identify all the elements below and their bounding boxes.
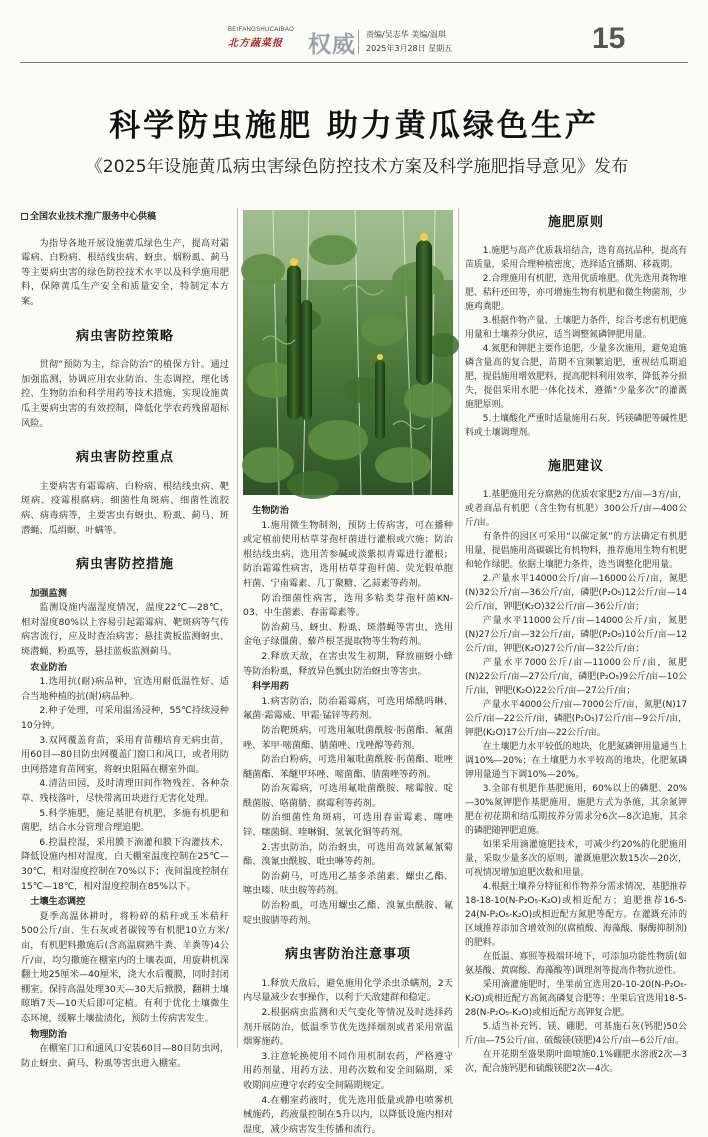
column-right [465,196,687,1076]
suggestion-item-3: 2.产量水平14000公斤/亩—16000公斤/亩，氮肥(N)32公斤/亩—36公斤/亩，磷肥(P₂O₅)12公斤/亩—14公斤/亩，钾肥(K₂O)32公斤/亩—36公斤/亩； [465,574,687,612]
newspaper-logo: 北方蔬菜报 [228,38,283,49]
bio-item-1: 1.施用微生物制剂，预防土传病害，可在播种或定植前使用枯草芽孢杆菌进行灌根或穴施；防治根结线虫病，选用苦参碱或淡紫拟青霉进行灌根；防治霜霉性病害，选用枯草芽孢杆菌、荧光假单胞杆菌、宁南霉素、几丁聚糖、乙蒜素等药剂。 [243,519,453,589]
intro-paragraph: 为指导各地开展设施黄瓜绿色生产，提高对霜霉病、白粉病、根结线虫病、蚜虫、烟粉虱、蓟马等主要病虫害的绿色防控技术水平以及科学施用肥料，保障黄瓜生产安全和质量安全，特制定本方案。 [21,237,229,307]
suggestion-item-8: 3.全部有机肥作基肥施用，60%以上的磷肥、20%—30%氮钾肥作基肥施用，施肥方式为条施，其余氮钾肥在初花期和结瓜期按养分需求分6次—8次追施，其余的磷肥随钾肥追施。 [465,784,687,836]
soil-paragraph: 夏季高温休耕时，将粉碎的秸秆或玉米秸秆500公斤/亩、生石灰或者碳铵等有机肥10立方米/亩，有机肥料撒施后(含高温腐熟牛粪、羊粪等)4公斤/亩，均匀撒施在棚室内的土壤表面，用旋耕机深翻土地25厘米—40厘米，浇大水后覆膜，同时封闭棚室。保持高温处理30天—30天后掀膜，翻耕土壤晾晒7天—10天后即可定植。有利于优化土壤微生态环境，缓解土壤盐渍化，预防土传病害发生。 [21,910,229,1024]
chem-item-7: 防治蓟马，可选用乙基多杀菌素、螺虫乙酯、噻虫嗪、呋虫胺等药剂。 [243,870,453,897]
principle-item-4: 4.氮肥和钾肥主要作追肥，少量多次施用，避免追施磷含量高的复合肥，苗期不宜频繁追肥，重视结瓜期追肥，提倡施用增效肥料，提高肥料利用效率，降低养分损失，提倡采用水肥一体化技术，遵循“少量多次”的灌溉施肥原则。 [465,344,687,410]
suggestion-item-4: 产量水平11000公斤/亩—14000公斤/亩，氮肥(N)27公斤/亩—32公斤/亩，磷肥(P₂O₅)10公斤/亩—12公斤/亩，钾肥(K₂O)27公斤/亩—32公斤/亩； [465,616,687,654]
column-middle [243,503,453,1137]
cucumber-vine-photo [243,210,453,495]
section-title-principles: 施肥原则 [547,215,604,230]
chem-item-1: 1.病害防治，防治霜霉病，可选用烯酰吗啉、氟菌·霜霉威、甲霜·锰锌等药剂。 [243,695,453,722]
suggestion-item-1: 1.基肥施用充分腐熟的优质农家肥2方/亩—3方/亩，或者商品有机肥（含生物有机肥）300公斤/亩—400公斤/亩。 [465,490,687,528]
chem-item-2: 防治靶斑病，可选用氟吡菌酰胺·肟菌酯、氟菌唑、苯甲·嘧菌酯、腈菌唑、戊唑醇等药剂。 [243,724,453,751]
subheading-pesticide: 科学用药 [252,681,289,693]
section-title-notes: 病虫害防治注意事项 [284,947,411,963]
subheading-physical: 物理防治 [30,1028,67,1040]
note-item-3: 3.注意轮换使用不同作用机制农药，严格遵守用药剂量、用药方法、用药次数和安全间隔期，采收期间应遵守农药安全间隔期规定。 [243,1050,453,1091]
column-left [21,210,229,1071]
chem-item-5: 防治细菌性角斑病，可选用春雷霉素、噻唑锌、噻菌铜、喹啉铜、氢氧化铜等药剂。 [243,812,453,839]
subheadline: 《2025年设施黄瓜病虫害绿色防控技术方案及科学施肥指导意见》发布 [85,157,629,177]
agri-item-1: 1.选用抗(耐)病品种，宜选用耐低温性好、适合当地种植的抗(耐)病品种。 [21,676,229,702]
suggestion-item-6: 产量水平4000公斤/亩—7000公斤/亩，氮肥(N)17公斤/亩—22公斤/亩，磷肥(P₂O₅)7公斤/亩—9公斤/亩，钾肥(K₂O)17公斤/亩—22公斤/亩。 [465,700,687,738]
section-name: 权威 [308,32,356,58]
principle-item-3: 3.根据作物产量、土壤肥力条件，综合考虑有机肥施用量和土壤养分供应，适当调整氮磷钾肥用量。 [465,316,687,340]
note-item-1: 1.释放天敌后，避免施用化学杀虫杀螨剂，2天内尽量减少农事操作，以利于天敌建群和稳定。 [243,977,453,1004]
subheading-monitoring: 加强监测 [30,587,67,599]
agri-item-4: 4.清洁田园，及时清理田间作物残茬、各种杂草、残枝落叶，尽快带离田块进行无害化处理。 [21,778,229,804]
source-text: 全国农业技术推广服务中心供稿 [30,212,157,222]
subheading-agricultural: 农业防治 [30,661,67,673]
suggestion-item-5: 产量水平7000公斤/亩—11000公斤/亩，氮肥(N)22公斤/亩—27公斤/亩，磷肥(P₂O₅)9公斤/亩—10公斤/亩，钾肥(K₂O)22公斤/亩—27公斤/亩； [465,658,687,696]
source-credit [21,210,229,225]
agri-item-2: 2.种子处理，可采用温汤浸种，55℃持续浸种10分钟。 [21,705,229,732]
bio-item-2: 防治细菌性病害，选用多粘类芽孢杆菌KN-03、中生菌素、春雷霉素等。 [243,592,453,619]
strategy-paragraph: 贯彻“预防为主，综合防治”的植保方针。通过加强监测，协调应用农业防治、生态调控、理化诱控、生物防治和科学用药等技术措施，实现设施黄瓜主要病虫害的有效控制，降低化学农药残留超标风险。 [21,359,229,429]
masthead-rule [20,62,688,63]
column-divider-left [237,208,238,1048]
section-title-focus: 病虫害防控重点 [75,450,174,466]
bio-item-3: 防治蓟马、蚜虫、粉虱、斑潜蝇等害虫，选用金龟子绿僵菌、藜芦根茎提取物等生物药剂。 [243,621,453,648]
agri-item-3: 3.双网覆盖育苗，采用育苗棚培育无病虫苗，用60目—80目防虫网覆盖门窗口和风口，或者用防虫网搭建育苗网室，将蚜虫阻隔在棚室外面。 [21,734,229,775]
suggestion-item-9: 如果采用滴灌施肥技术，可减少约20%的化肥施用量，采取少量多次的原则，灌溉施肥次数15次—20次，可视情况增加追肥次数和用量。 [465,840,687,878]
photo-illustration [243,210,453,495]
suggestion-item-13: 5.适当补充钙、镁、硼肥，可基施石灰(钙肥)50公斤/亩—75公斤/亩、硫酸镁(镁肥)4公斤/亩—6公斤/亩。 [465,1022,687,1046]
section-title-suggestions: 施肥建议 [547,459,604,474]
suggestion-item-7: 在土壤肥力水平较低的地块，化肥氮磷钾用量通当上调10%—20%；在土壤肥力水平较高的地块，化肥氮磷钾用量通当下调10%—20%。 [465,742,687,780]
page-number: 15 [592,22,626,55]
monitoring-paragraph: 监测设施内温湿度情况，温度22℃—28℃，相对湿度80%以上容易引起霜霉病、靶斑病等气传病害流行，应及时查治病害；悬挂黄板监测蚜虫、斑潜蝇、粉虱等，悬挂蓝板监测蓟马。 [21,602,229,658]
section-title-measures: 病虫害防控措施 [75,557,174,573]
masthead-divider [358,30,359,54]
editors-credit: 责编/吴志华 美编/温琪 [366,30,446,39]
source-box-icon [21,213,28,220]
subheading-biological: 生物防治 [252,505,289,516]
note-item-2: 2.根据病虫监测和天气变化等情况及时选择药剂开展防治，低温季节优先选择烟剂或者采用常温烟雾施药。 [243,1007,453,1048]
focus-paragraph: 主要病害有霜霉病、白粉病、根结线虫病、靶斑病、疫霉根腐病、细菌性角斑病、细菌性流胶病、病毒病等，主要害虫有蚜虫、粉虱、蓟马、斑潜蝇、瓜绢螟、叶螨等。 [21,480,229,536]
section-title-strategy: 病虫害防控策略 [75,328,174,344]
column-divider-right [458,208,459,1048]
chem-item-3: 防治白粉病，可选用氟吡菌酰胺·肟菌酯、吡唑醚菌酯、苯醚甲环唑、嘧菌酯、腈菌唑等药剂。 [243,754,453,780]
chem-item-8: 防治粉虱，可选用螺虫乙酯、溴氰虫酰胺、氟啶虫胺腈等药剂。 [243,900,453,926]
agri-item-5: 5.科学施肥，施足基肥有机肥，多施有机肥和菌肥，结合水分管理合理追肥。 [21,807,229,834]
suggestion-item-10: 4.根据土壤养分特征和作物养分需求情况，基肥推荐18-18-10(N-P₂O₅-K₂O)或相近配方；追肥推荐16-5-24(N-P₂O₅-K₂O)或相近配方氮肥等配方。在灌溉充沛的区域推荐添加含增效剂的(腐植酸、海藻酸、脲酶抑制剂)的肥料。 [465,882,687,948]
subheading-soil: 土壤生态调控 [30,896,86,908]
note-item-4: 4.在棚室药液时，优先选用低量或静电喷雾机械施药，药液量控制在5升以内，以降低设施内相对湿度，减少病害发生传播和流行。 [243,1094,453,1135]
principle-item-1: 1.施肥与高产优质栽培结合，选育高抗品种，提高有苗质量，采用合理种植密度，选择适宜播期、移栽期。 [465,246,687,270]
issue-date: 2025年3月28日 星期五 [366,44,453,53]
headline: 科学防虫施肥 助力黄瓜绿色生产 [109,108,599,144]
suggestion-item-14: 在开花期至盛果期叶面喷施0.1%硼肥水溶液2次—3次，配合施钙肥和硫酸镁肥2次—4次。 [465,1050,687,1074]
suggestion-item-12: 采用滴灌施肥时，坐果前宜选用20-10-20(N-P₂O₅-K₂O)或相近配方高氮高磷复合肥等；坐果后宜选用18-5-28(N-P₂O₅-K₂O)或相近配方高钾复合肥。 [465,980,687,1018]
chem-item-4: 防治灰霉病，可选用氟吡菌酰胺、嘧霉胺、啶酰菌胺、咯菌腈、腐霉利等药剂。 [243,783,453,809]
suggestion-item-11: 在低温、寡照等极端环境下，可添加功能性物质(如氨基酸、黄腐酸、海藻酸等)调理剂等提高作物抗逆性。 [465,952,687,976]
agri-item-6: 6.控温控湿，采用膜下滴灌和膜下沟灌技术，降低设施内相对湿度，白天棚室温度控制在25℃—30℃，相对湿度控制在70%以下；夜间温度控制在15℃—18℃，相对湿度控制在85%以下。 [21,836,229,892]
logo-pinyin: BEIFANGSHUCAIBAO [228,27,295,33]
masthead [0,0,708,62]
suggestion-item-2: 有条件的园区可采用“以碳定氮”的方法确定有机肥用量，提倡施用高碳碳比有机物料，推荐施用生物有机肥和轮作绿肥。依据土壤肥力条件，选当调整化肥用量。 [465,532,687,570]
physical-paragraph: 在棚室门口和通风口安装60目—80目防虫网，防止蚜虫、蓟马、粉虱等害虫进入棚室。 [21,1043,229,1069]
chem-item-6: 2.害虫防治，防治蚜虫，可选用高效氯氟氰菊酯、溴氰虫酰胺、吡虫啉等药剂。 [243,841,453,868]
principle-item-5: 5.土壤酸化严重时适量施用石灰、钙镁磷肥等碱性肥料或土壤调理剂。 [465,414,687,438]
principle-item-2: 2.合理施用有机肥，选用优质堆肥。优先选用粪物堆肥、秸秆还田等，亦可增施生物有机肥和微生物菌剂，少施鸡粪肥。 [465,274,687,312]
bio-item-4: 2.释放天敌，在害虫发生初期，释放丽蚜小蜂等防治粉虱，释放异色瓢虫防治蚜虫等害虫。 [243,650,453,677]
